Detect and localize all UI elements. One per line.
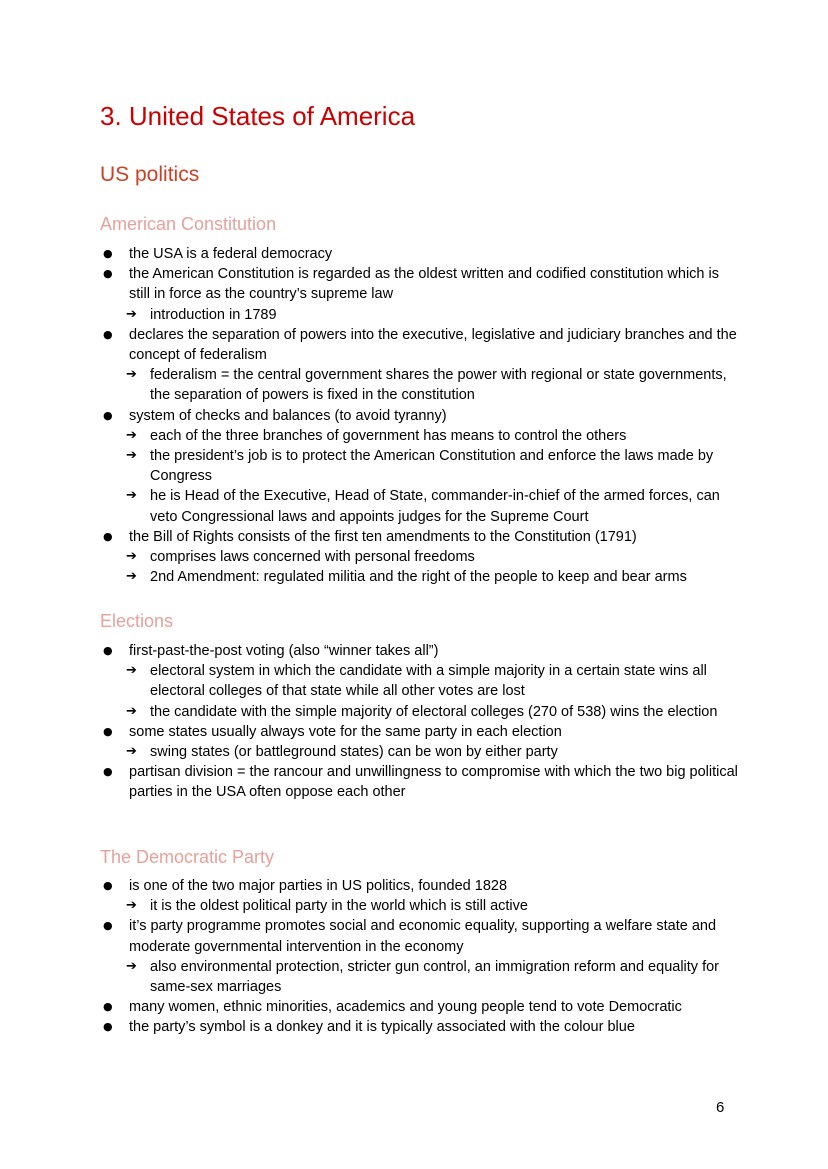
list-american-constitution [100,244,740,587]
bullet-item: ● the American Constitution is regarded as the oldest written and codified constitution which is still in force as the country’s supreme law [100,264,740,304]
list-elections [100,641,740,803]
arrow-sub-item: ➔ the candidate with the simple majority of electoral colleges (270 of 538) wins the election [100,702,740,722]
arrow-sub-item: ➔ it is the oldest political party in the world which is still active [100,896,740,916]
arrow-sub-item: ➔ also environmental protection, stricter gun control, an immigration reform and equality for same-sex marriages [100,957,740,997]
arrow-sub-item: ➔ electoral system in which the candidate with a simple majority in a certain state wins all electoral colleges of that state while all other votes are lost [100,661,740,701]
arrow-sub-item: ➔ federalism = the central government shares the power with regional or state governments, the separation of powers is fixed in the constitution [100,365,740,405]
bullet-item: ● first-past-the-post voting (also “winner takes all”) [100,641,740,661]
arrow-sub-item: ➔ comprises laws concerned with personal freedoms [100,547,740,567]
arrow-sub-item: ➔ swing states (or battleground states) can be won by either party [100,742,740,762]
arrow-sub-item: ➔ 2nd Amendment: regulated militia and the right of the people to keep and bear arms [100,567,740,587]
arrow-sub-item: ➔ each of the three branches of government has means to control the others [100,426,740,446]
section-title-us-politics: US politics [100,163,200,186]
bullet-item: ● the Bill of Rights consists of the first ten amendments to the Constitution (1791) [100,527,740,547]
heading-elections: Elections [100,611,174,631]
bullet-item: ● declares the separation of powers into the executive, legislative and judiciary branches and the concept of federalism [100,325,740,365]
heading-american-constitution: American Constitution [100,214,277,234]
bullet-item: ● partisan division = the rancour and unwillingness to compromise with which the two big political parties in the USA often oppose each other [100,762,740,802]
bullet-item: ● the USA is a federal democracy [100,244,740,264]
bullet-item: ● is one of the two major parties in US politics, founded 1828 [100,876,740,896]
list-democratic-party [100,876,740,1038]
page-number: 6 [716,1099,725,1116]
bullet-item: ● many women, ethnic minorities, academics and young people tend to vote Democratic [100,997,740,1017]
bullet-item: ● system of checks and balances (to avoid tyranny) [100,406,740,426]
arrow-sub-item: ➔ introduction in 1789 [100,305,740,325]
bullet-item: ● the party’s symbol is a donkey and it is typically associated with the colour blue [100,1017,740,1037]
arrow-sub-item: ➔ he is Head of the Executive, Head of State, commander-in-chief of the armed forces, can veto Congressional laws and appoints judges for the Supreme Court [100,486,740,526]
heading-democratic-party: The Democratic Party [100,847,275,867]
bullet-item: ● some states usually always vote for the same party in each election [100,722,740,742]
page-title: 3. United States of America [100,101,416,131]
bullet-item: ● it’s party programme promotes social and economic equality, supporting a welfare state and moderate governmental intervention in the economy [100,916,740,956]
arrow-sub-item: ➔ the president’s job is to protect the American Constitution and enforce the laws made by Congress [100,446,740,486]
